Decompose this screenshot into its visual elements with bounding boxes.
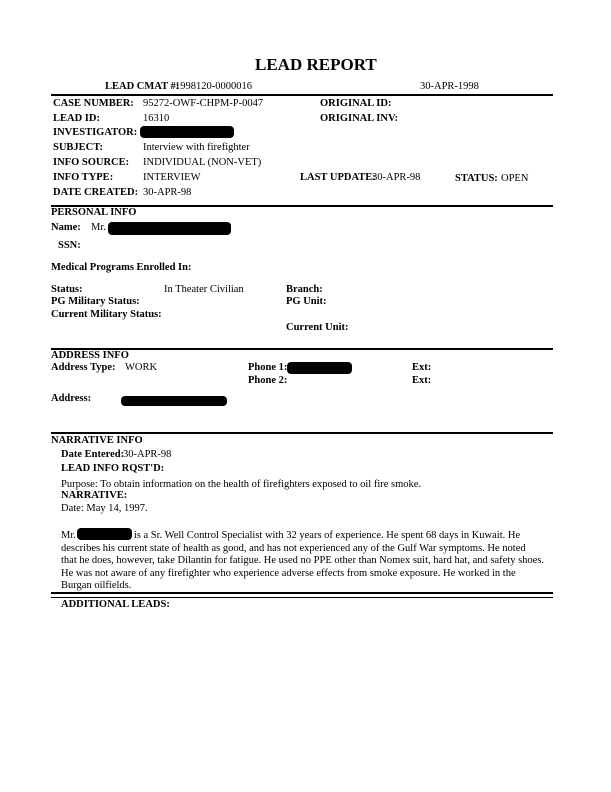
date-created-label: DATE CREATED: — [53, 187, 139, 198]
info-type-value: INTERVIEW — [143, 172, 201, 183]
last-update-label: LAST UPDATE: — [300, 172, 376, 183]
phone1-label: Phone 1: — [248, 362, 288, 373]
narrative-line-1-rest: is a Sr. Well Control Specialist with 32 years of experience. He spent 68 days in Kuwait. He — [133, 530, 521, 541]
info-source-label: INFO SOURCE: — [53, 157, 130, 168]
narrative-line-1-start: Mr. — [61, 530, 76, 541]
narrative-label: NARRATIVE: — [61, 490, 128, 501]
narrative-rule — [51, 432, 553, 434]
name-value: Mr. — [91, 222, 106, 233]
medical-programs-label: Medical Programs Enrolled In: — [51, 262, 192, 273]
narrative-date: Date: May 14, 1997. — [61, 503, 148, 514]
narrative-line-3: that he does, however, take Dilantin for fatigue. He used no PPE other than Nomex suit, hard hat, and safety shoes. — [61, 555, 545, 567]
subject-label: SUBJECT: — [53, 142, 103, 153]
name-redaction — [108, 222, 231, 235]
lead-id-value: 16310 — [143, 113, 170, 124]
name-label: Name: — [51, 222, 81, 233]
phone2-label: Phone 2: — [248, 375, 288, 386]
original-inv-label: ORIGINAL INV: — [320, 113, 399, 124]
info-source-value: INDIVIDUAL (NON-VET) — [143, 157, 262, 168]
original-id-label: ORIGINAL ID: — [320, 98, 392, 109]
header-rule — [51, 94, 553, 96]
address-type-value: WORK — [125, 362, 158, 373]
current-military-status-label: Current Military Status: — [51, 309, 162, 320]
case-number-value: 95272-OWF-CHPM-P-0047 — [143, 98, 264, 109]
date-entered-value: 30-APR-98 — [123, 449, 172, 460]
additional-leads-label: ADDITIONAL LEADS: — [61, 599, 170, 610]
additional-rule-top — [51, 592, 553, 594]
address-type-label: Address Type: — [51, 362, 116, 373]
case-number-label: CASE NUMBER: — [53, 98, 134, 109]
date-created-value: 30-APR-98 — [143, 187, 192, 198]
branch-label: Branch: — [286, 284, 323, 295]
additional-rule-bottom — [51, 597, 553, 598]
lead-id-label: LEAD ID: — [53, 113, 100, 124]
ext1-label: Ext: — [412, 362, 432, 373]
status-value: OPEN — [501, 173, 529, 184]
narrative-info-heading: NARRATIVE INFO — [51, 435, 143, 446]
lead-info-rqstd-label: LEAD INFO RQST'D: — [61, 463, 165, 474]
personal-info-heading: PERSONAL INFO — [51, 207, 137, 218]
address-redaction — [121, 396, 227, 406]
ext2-label: Ext: — [412, 375, 432, 386]
current-unit-label: Current Unit: — [286, 322, 349, 333]
status2-value: In Theater Civilian — [164, 284, 244, 295]
pg-unit-label: PG Unit: — [286, 296, 327, 307]
last-update-value: 30-APR-98 — [372, 172, 421, 183]
narrative-line-4: He was not aware of any firefighter who experience adverse effects from smoke exposure. He worked in the — [61, 567, 516, 579]
narrative-name-redaction — [77, 528, 132, 540]
phone1-redaction — [287, 362, 352, 374]
purpose-text: Purpose: To obtain information on the health of firefighters exposed to oil fire smoke. — [61, 479, 422, 490]
pg-military-status-label: PG Military Status: — [51, 296, 140, 307]
address-label: Address: — [51, 393, 92, 404]
narrative-line-5: Burgan oilfields. — [61, 580, 132, 592]
narrative-paragraph — [61, 528, 551, 593]
subject-value: Interview with firefighter — [143, 142, 250, 153]
lead-cmat-label: LEAD CMAT #: — [105, 81, 180, 92]
date-entered-label: Date Entered: — [61, 449, 125, 460]
investigator-redaction — [140, 126, 234, 138]
address-info-heading: ADDRESS INFO — [51, 350, 129, 361]
status-label: STATUS: — [455, 173, 498, 184]
ssn-label: SSN: — [58, 240, 81, 251]
narrative-line-1 — [61, 528, 551, 543]
lead-cmat-value: 1998120-0000016 — [175, 81, 252, 92]
page-title: LEAD REPORT — [255, 55, 377, 74]
info-type-label: INFO TYPE: — [53, 172, 114, 183]
investigator-label: INVESTIGATOR: — [53, 127, 138, 138]
narrative-line-2: describes his current state of health as good, and has not experienced any of the Gulf War symptoms. He noted — [61, 542, 526, 554]
header-date: 30-APR-1998 — [420, 81, 479, 92]
status2-label: Status: — [51, 284, 83, 295]
